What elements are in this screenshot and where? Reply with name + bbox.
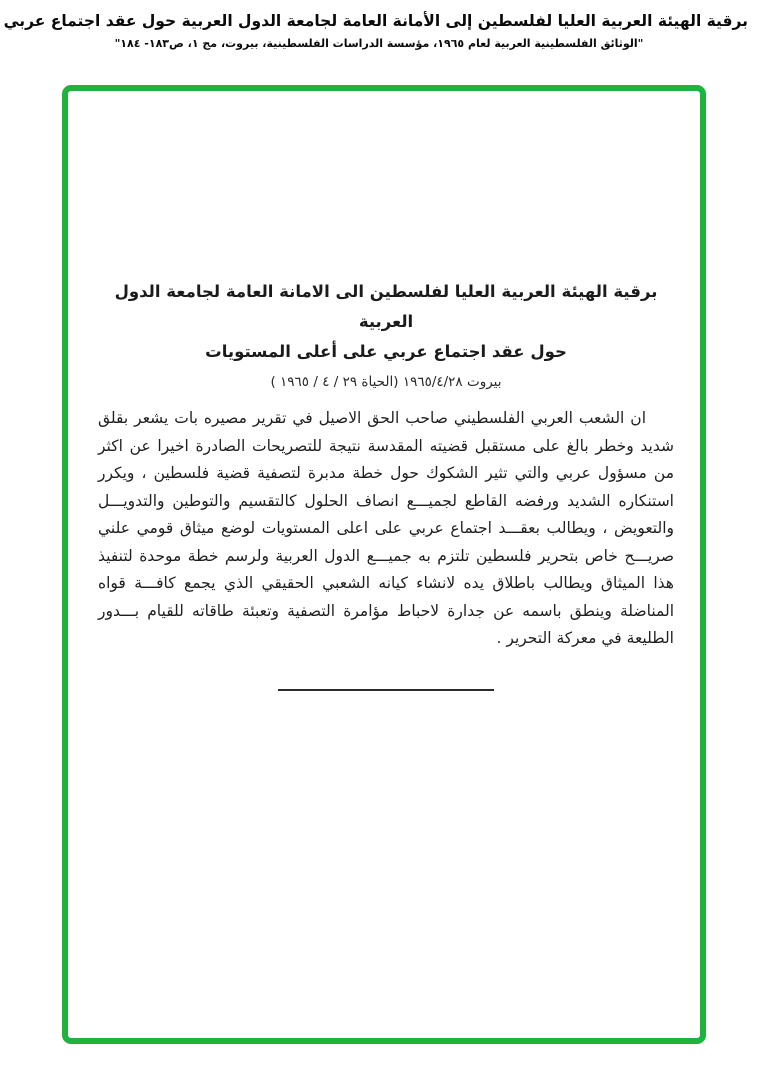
body-line: والتعويض ، ويطالب بعقـــد اجتماع عربي على اعلى المستويات لوضع ميثاق قومي علني (98, 519, 674, 537)
document-frame (62, 85, 706, 1044)
doc-body-paragraph (98, 405, 674, 653)
body-line: شديد وخطر بالغ على مستقبل قضيته المقدسة نتيجة للتصريحات الصادرة اخيرا عن اكثر (98, 436, 674, 455)
separator-rule (278, 689, 494, 691)
body-line: المناضلة وينطق باسمه عن جدارة لاحباط مؤامرة التصفية وتعبئة طاقاته للقيام بـــدور (98, 601, 674, 620)
body-line: هذا الميثاق ويطالب باطلاق يده لانشاء كيانه الشعبي الحقيقي الذي يجمع كافـــة قواه (98, 574, 674, 592)
document-header (3, 12, 748, 50)
body-line: استنكاره الشديد ورفضه القاطع لجميـــع انصاف الحلول كالتقسيم والتوطين والتدويـــل (98, 491, 674, 510)
document-source-citation: "الوثائق الفلسطينية العربية لعام ١٩٦٥، مؤسسة الدراسات الفلسطينية، بيروت، مج ١، ص١٨٣- ١٨٤" (114, 37, 644, 50)
document-header-title: برقية الهيئة العربية العليا لفلسطين إلى الأمانة العامة لجامعة الدول العربية حول عقد اجتماع عربي (3, 12, 748, 30)
doc-title-line1: برقية الهيئة العربية العليا لفلسطين الى الامانة العامة لجامعة الدول العربية (114, 282, 658, 331)
body-line: من مسؤول عربي والتي تثير الشكوك حول خطة مدبرة لتصفية قضية فلسطين ، ويكرر (98, 464, 674, 482)
document-content (98, 277, 674, 691)
body-line: صريـــح خاص بتحرير فلسطين تلتزم به جميـــع الدول العربية ولرسم خطة موحدة لتنفيذ (98, 546, 674, 565)
doc-dateline: بيروت ١٩٦٥/٤/٢٨ (الحياة ٢٩ / ٤ / ١٩٦٥ ) (270, 374, 502, 390)
doc-title-line2: حول عقد اجتماع عربي على أعلى المستويات (205, 342, 567, 361)
body-line: الطليعة في معركة التحرير . (496, 629, 674, 647)
body-line: ان الشعب العربي الفلسطيني صاحب الحق الاصيل في تقرير مصيره بات يشعر بقلق (98, 409, 646, 427)
